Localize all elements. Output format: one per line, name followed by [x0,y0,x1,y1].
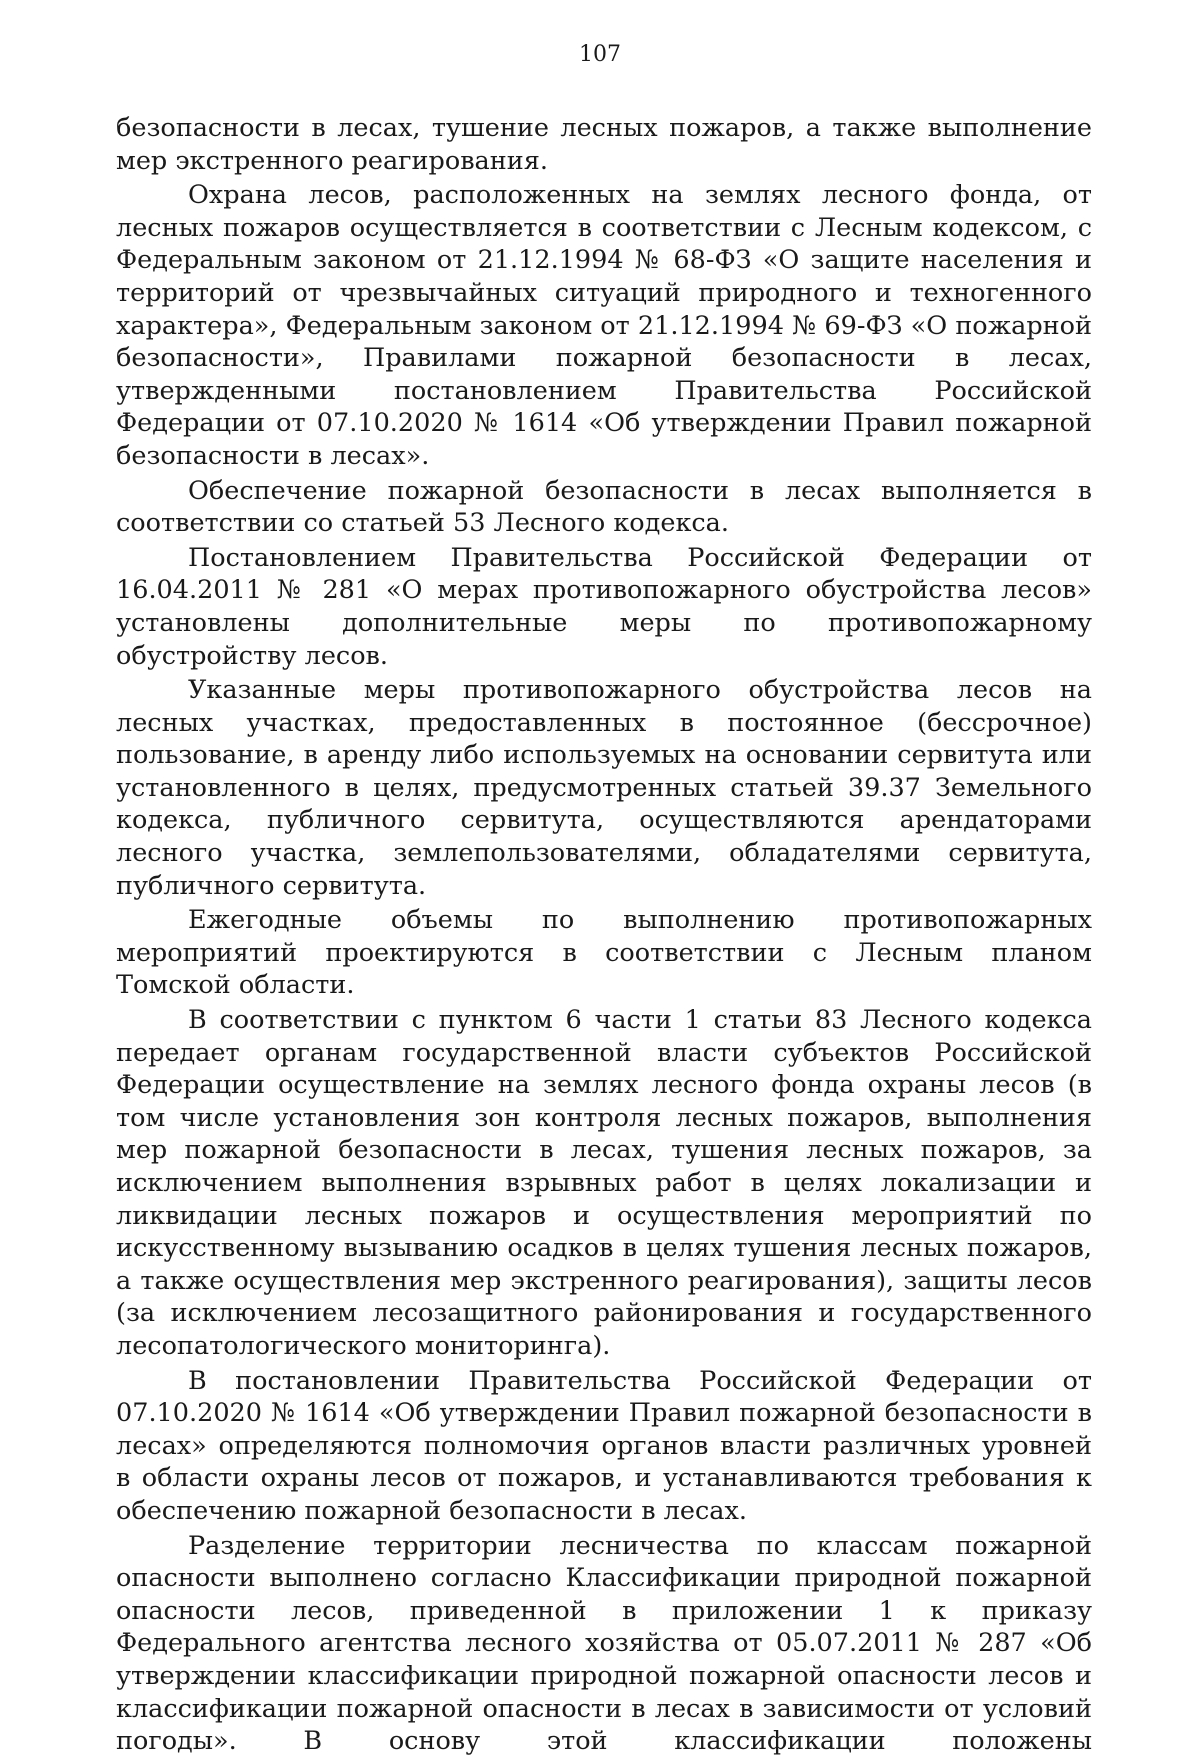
paragraph: Обеспечение пожарной безопасности в лесах выполняется в соответствии со статьей 53 Лесного кодекса. [116,475,1092,539]
paragraph: безопасности в лесах, тушение лесных пожаров, а также выполнение мер экстренного реагирования. [116,113,1092,176]
page-number: 107 [579,42,621,67]
paragraph: Постановлением Правительства Российской Федерации от 16.04.2011 № 281 «О мерах противопожарного обустройства лесов» установлены дополнительные меры по противопожарному обустройству лесов. [116,542,1092,671]
document-body [116,112,1092,1760]
paragraph: Разделение территории лесничества по классам пожарной опасности выполнено согласно Классификации природной пожарной опасности лесов, приведенной в приложении 1 к приказу Федерального агентства лесного хозяйства от 05.07.2011 № 287 «Об утверждении классификации природной пожарной опасности лесов и классификации пожарной опасности в лесах в зависимости от условий погоды». В основу этой классификации положены [116,1530,1092,1757]
paragraph: Ежегодные объемы по выполнению противопожарных мероприятий проектируются в соответствии с Лесным планом Томской области. [116,905,1092,1001]
paragraph: Указанные меры противопожарного обустройства лесов на лесных участках, предоставленных в постоянное (бессрочное) пользование, в аренду либо используемых на основании сервитута или установленного в целях, предусмотренных статьей 39.37 Земельного кодекса, публичного сервитута, осуществляются арендаторами лесного участка, землепользователями, обладателями сервитута, публичного сервитута. [116,675,1092,901]
paragraph: В постановлении Правительства Российской Федерации от 07.10.2020 № 1614 «Об утверждении Правил пожарной безопасности в лесах» определяются полномочия органов власти различных уровней в области охраны лесов от пожаров, и устанавливаются требования к обеспечению пожарной безопасности в лесах. [116,1365,1092,1526]
paragraph: В соответствии с пунктом 6 части 1 статьи 83 Лесного кодекса передает органам государственной власти субъектов Российской Федерации осуществление на землях лесного фонда охраны лесов (в том числе установления зон контроля лесных пожаров, выполнения мер пожарной безопасности в лесах, тушения лесных пожаров, за исключением выполнения взрывных работ в целях локализации и ликвидации лесных пожаров и осуществления мероприятий по искусственному вызыванию осадков в целях тушения лесных пожаров, а также осуществления мер экстренного реагирования), защиты лесов (за исключением лесозащитного районирования и государственного лесопатологического мониторинга). [116,1005,1092,1361]
paragraph: Охрана лесов, расположенных на землях лесного фонда, от лесных пожаров осуществляется в соответствии с Лесным кодексом, с Федеральным законом от 21.12.1994 № 68-ФЗ «О защите населения и территорий от чрезвычайных ситуаций природного и техногенного характера», Федеральным законом от 21.12.1994 № 69-ФЗ «О пожарной безопасности», Правилами пожарной безопасности в лесах, утвержденными постановлением Правительства Российской Федерации от 07.10.2020 № 1614 «Об утверждении Правил пожарной безопасности в лесах». [116,180,1092,471]
